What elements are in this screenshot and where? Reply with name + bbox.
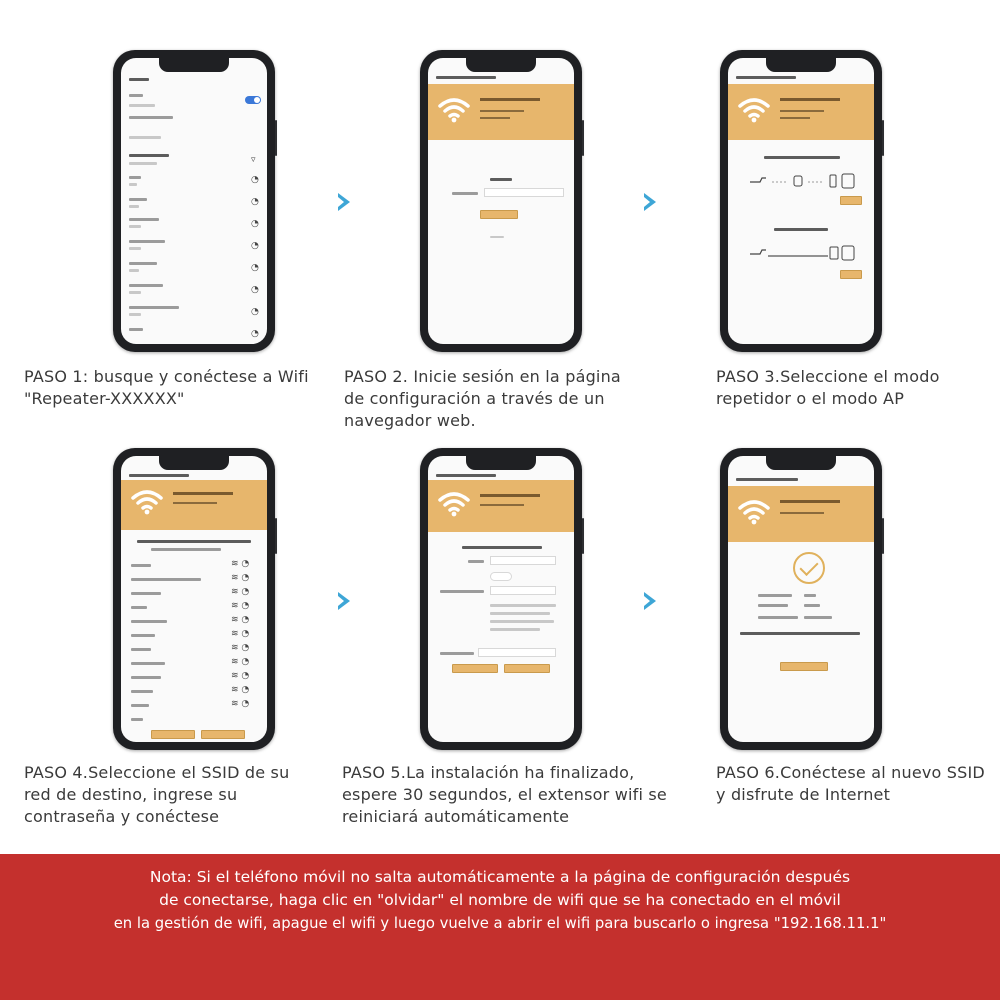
- phone-step-3: [720, 50, 882, 352]
- step-1-caption: PASO 1: busque y conéctese a Wifi "Repeater-XXXXXX": [24, 367, 309, 408]
- ssid-field[interactable]: [490, 556, 556, 565]
- phone-notch: [466, 58, 536, 72]
- step-2-caption: PASO 2. Inicie sesión en la página de configuración a través de un navegador web.: [344, 367, 621, 430]
- phone-notch: [466, 456, 536, 470]
- note-banner: [0, 854, 1000, 1000]
- wifi-signal-icon: ≋ ◔: [231, 615, 250, 625]
- repeater-mode-button[interactable]: [840, 196, 862, 205]
- wifi-icon: [436, 94, 472, 124]
- wifi-signal-icon: ≋ ◔: [231, 573, 250, 583]
- wifi-signal-icon: ≋ ◔: [231, 685, 250, 695]
- wifi-setup-header: [428, 84, 574, 140]
- reset-button[interactable]: [504, 664, 550, 673]
- wifi-signal-icon: ◔: [251, 241, 259, 251]
- wifi-toggle[interactable]: [245, 96, 261, 104]
- ok-button[interactable]: [780, 662, 828, 671]
- phone-notch: [766, 456, 836, 470]
- wifi-signal-icon: ≋ ◔: [231, 699, 250, 709]
- step-3-caption: PASO 3.Seleccione el modo repetidor o el modo AP: [716, 367, 940, 408]
- wifi-icon: [736, 496, 772, 526]
- repeater-ssid-field[interactable]: [478, 648, 556, 657]
- wifi-signal-icon: ≋ ◔: [231, 643, 250, 653]
- repeater-diagram-icon: [748, 170, 858, 192]
- screen-login: [428, 58, 574, 344]
- phone-step-5: [420, 448, 582, 750]
- step-5-caption: PASO 5.La instalación ha finalizado, espere 30 segundos, el extensor wifi se reiniciará automáticamente: [342, 763, 667, 826]
- wifi-icon: [436, 488, 472, 518]
- screen-ssid-list: [121, 456, 267, 742]
- screen-repeater-form: [428, 456, 574, 742]
- screen-success: [728, 456, 874, 742]
- wifi-signal-icon: ◔: [251, 263, 259, 273]
- wifi-signal-icon: ≋ ◔: [231, 657, 250, 667]
- wifi-setup-header: [428, 480, 574, 532]
- phone-step-1: [113, 50, 275, 352]
- screen-mode-select: [728, 58, 874, 344]
- phone-step-4: [113, 448, 275, 750]
- password-field[interactable]: [490, 586, 556, 595]
- wifi-setup-header: [728, 486, 874, 542]
- screen-wifi-list: [121, 58, 267, 344]
- wifi-signal-icon: ◔: [251, 175, 259, 185]
- note-line-2: de conectarse, haga clic en "olvidar" el nombre de wifi que se ha conectado en el móvil: [159, 891, 841, 909]
- wifi-signal-icon: ≋ ◔: [231, 601, 250, 611]
- wifi-signal-icon: ◔: [251, 329, 259, 339]
- ap-mode-button[interactable]: [840, 270, 862, 279]
- phone-notch: [159, 58, 229, 72]
- wifi-signal-icon: ≋ ◔: [231, 629, 250, 639]
- step-4-caption: PASO 4.Seleccione el SSID de su red de destino, ingrese su contraseña y conéctese: [24, 763, 290, 826]
- ap-diagram-icon: [748, 242, 858, 264]
- chevron-right-icon: [338, 193, 350, 211]
- step-6-caption: PASO 6.Conéctese al nuevo SSID y disfrute de Internet: [716, 763, 985, 804]
- chevron-right-icon: [644, 592, 656, 610]
- wifi-signal-icon: ◔: [251, 285, 259, 295]
- note-line-1: Nota: Si el teléfono móvil no salta automáticamente a la página de configuración después: [149, 868, 851, 886]
- phone-notch: [159, 456, 229, 470]
- apply-button[interactable]: [452, 664, 498, 673]
- wifi-signal-icon: ≋ ◔: [231, 671, 250, 681]
- check-circle-icon: [793, 552, 825, 584]
- phone-notch: [766, 58, 836, 72]
- wifi-signal-icon: ◔: [251, 219, 259, 229]
- wifi-setup-header: [121, 480, 267, 530]
- wifi-setup-header: [728, 84, 874, 140]
- wifi-icon: [736, 94, 772, 124]
- phone-step-6: [720, 448, 882, 750]
- phone-step-2: [420, 50, 582, 352]
- login-button[interactable]: [480, 210, 518, 219]
- wifi-signal-icon: ≋ ◔: [231, 559, 250, 569]
- chevron-right-icon: [644, 193, 656, 211]
- wifi-icon: [129, 486, 165, 516]
- note-line-3: en la gestión de wifi, apague el wifi y luego vuelve a abrir el wifi para buscarlo o ingresa "192.168.11.1": [113, 915, 887, 932]
- key-icon-field[interactable]: [490, 572, 512, 581]
- cancel-button[interactable]: [201, 730, 245, 739]
- next-button[interactable]: [151, 730, 195, 739]
- wifi-signal-icon: ◔: [251, 307, 259, 317]
- wifi-signal-icon: ◔: [251, 197, 259, 207]
- password-field[interactable]: [484, 188, 564, 197]
- wifi-signal-icon: ▿: [251, 155, 256, 165]
- wifi-signal-icon: ≋ ◔: [231, 587, 250, 597]
- note-text: [6, 866, 994, 935]
- chevron-right-icon: [338, 592, 350, 610]
